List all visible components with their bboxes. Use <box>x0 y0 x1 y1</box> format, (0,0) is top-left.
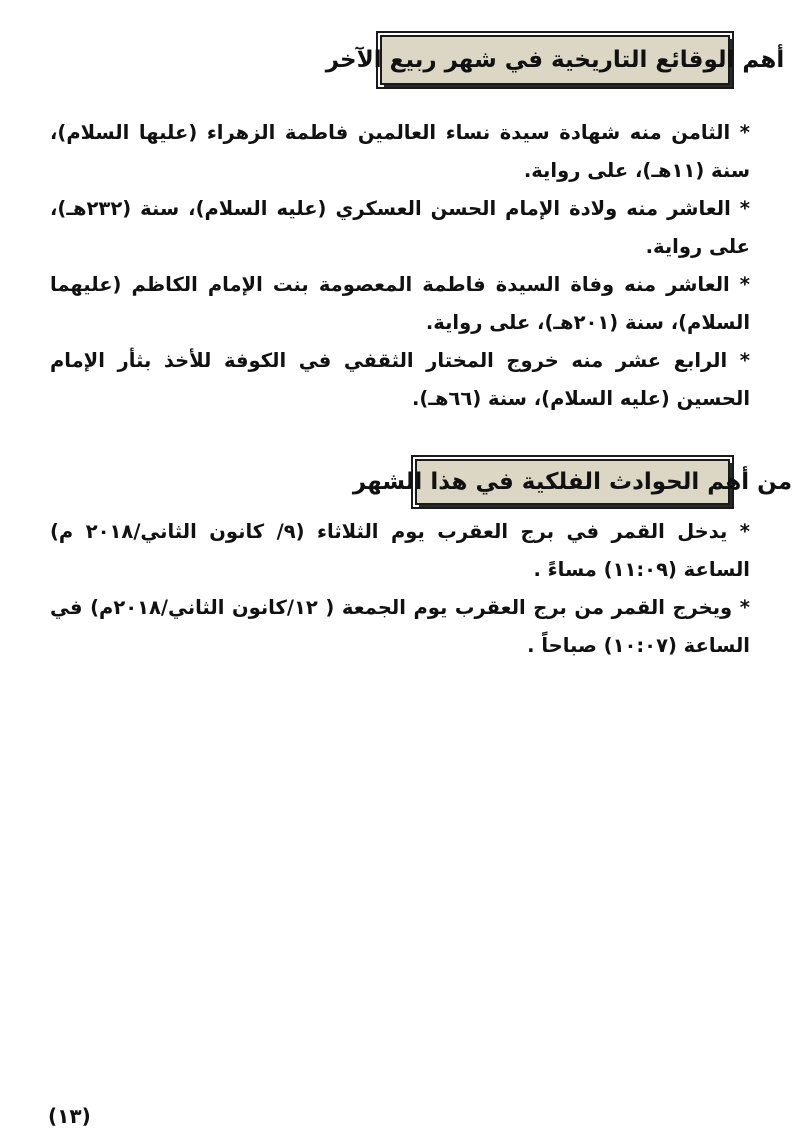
section-title-historical-events: أهم الوقائع التاريخية في شهر ربيع الآخر <box>325 46 785 73</box>
section-title-astronomical-events: من أهم الحوادث الفلكية في هذا الشهر <box>352 468 793 495</box>
section-title-box-inner <box>325 35 785 85</box>
astro-event-item: * يدخل القمر في برج العقرب يوم الثلاثاء (٩/ كانون الثاني/٢٠١٨ م) الساعة (١١:٠٩) مساءً . <box>50 520 751 581</box>
section-title-box-inner <box>352 459 793 505</box>
event-item: * العاشر منه وفاة السيدة فاطمة المعصومة بنت الإمام الكاظم (عليهما السلام)، سنة (٢٠١هـ)، على رواية. <box>50 273 750 334</box>
historical-events-list <box>50 114 750 418</box>
section-title-box-astronomical-events <box>352 455 793 509</box>
event-item: * الرابع عشر منه خروج المختار الثقفي في الكوفة للأخذ بثأر الإمام الحسين (عليه السلام)، سنة (٦٦هـ). <box>50 349 750 410</box>
astro-event-item: * ويخرج القمر من برج العقرب يوم الجمعة ( ١٢/كانون الثاني/٢٠١٨م) في الساعة (١٠:٠٧) صباحاً . <box>50 596 750 657</box>
section-title-box-historical-events <box>325 31 785 89</box>
event-item: * العاشر منه ولادة الإمام الحسن العسكري (عليه السلام)، سنة (٢٣٢هـ)، على رواية. <box>50 197 750 258</box>
page-number: (١٣) <box>48 1104 91 1128</box>
event-item: * الثامن منه شهادة سيدة نساء العالمين فاطمة الزهراء (عليها السلام)، سنة (١١هـ)، على رواية. <box>50 121 750 182</box>
astronomical-events-list <box>50 513 750 665</box>
